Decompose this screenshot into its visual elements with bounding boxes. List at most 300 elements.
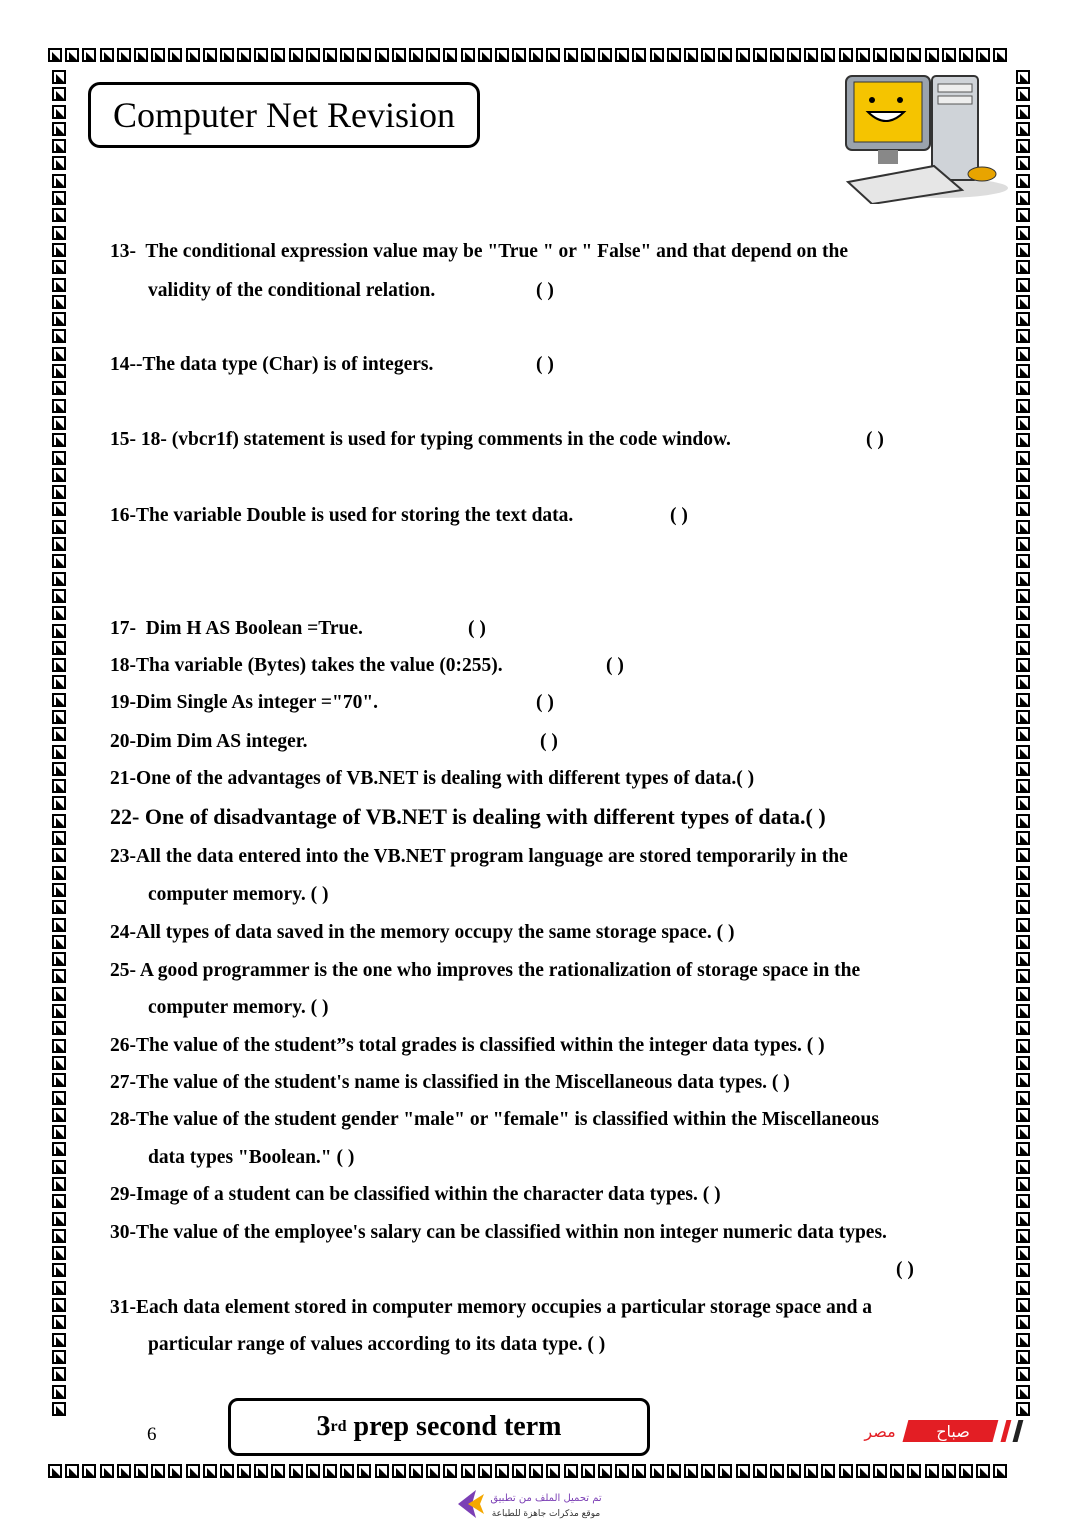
border-square [52, 1125, 66, 1139]
border-square [52, 537, 66, 551]
page-title-text: Computer Net Revision [113, 95, 455, 135]
question-23-cont: computer memory. ( ) [148, 884, 329, 905]
border-square [976, 48, 990, 62]
border-square [1016, 260, 1030, 274]
border-square [1016, 554, 1030, 568]
border-square [787, 1464, 801, 1478]
border-square [1016, 1142, 1030, 1156]
border-square [52, 208, 66, 222]
border-square [82, 48, 96, 62]
border-square [52, 468, 66, 482]
border-square [1016, 416, 1030, 430]
border-square [632, 48, 646, 62]
question-25-cont: computer memory. ( ) [148, 997, 329, 1018]
border-square [1016, 1004, 1030, 1018]
border-square [495, 1464, 509, 1478]
answer-blank-19[interactable]: ( ) [536, 692, 554, 713]
border-square [220, 1464, 234, 1478]
question-20: 20-Dim Dim AS integer. [110, 731, 308, 752]
question-17: 17- Dim H AS Boolean =True. [110, 618, 363, 639]
border-square [52, 260, 66, 274]
border-square [1016, 1160, 1030, 1174]
border-square [546, 1464, 560, 1478]
question-26: 26-The value of the student”s total grades is classified within the integer data types. ( ) [110, 1035, 825, 1056]
border-square [512, 1464, 526, 1478]
border-square [1016, 987, 1030, 1001]
border-square [581, 48, 595, 62]
question-13: 13- The conditional expression value may be "True " or " False" and that depend on the [110, 241, 848, 262]
border-square [564, 1464, 578, 1478]
border-square [1016, 1091, 1030, 1105]
border-square [203, 48, 217, 62]
border-square [718, 1464, 732, 1478]
question-31-cont: particular range of values according to its data type. ( ) [148, 1334, 606, 1355]
border-square [1016, 295, 1030, 309]
border-square [52, 779, 66, 793]
border-square [52, 952, 66, 966]
border-square [1016, 433, 1030, 447]
border-square [52, 814, 66, 828]
border-square [1016, 191, 1030, 205]
border-square [1016, 243, 1030, 257]
border-square [598, 48, 612, 62]
border-square [52, 485, 66, 499]
border-square [52, 969, 66, 983]
border-square [100, 1464, 114, 1478]
border-square [323, 1464, 337, 1478]
border-square [52, 710, 66, 724]
border-square [52, 1091, 66, 1105]
border-square [52, 1108, 66, 1122]
border-square [942, 1464, 956, 1478]
border-square [52, 796, 66, 810]
border-square [52, 226, 66, 240]
border-square [52, 1350, 66, 1364]
border-square [271, 1464, 285, 1478]
border-square [52, 278, 66, 292]
border-square [52, 900, 66, 914]
border-square [52, 1142, 66, 1156]
question-18: 18-Tha variable (Bytes) takes the value (0:255). [110, 655, 503, 676]
border-square [1016, 1315, 1030, 1329]
border-square [392, 1464, 406, 1478]
border-square [1016, 468, 1030, 482]
border-square [839, 48, 853, 62]
border-square [1016, 70, 1030, 84]
question-31: 31-Each data element stored in computer memory occupies a particular storage space and a [110, 1297, 873, 1318]
border-square [1016, 606, 1030, 620]
border-square [873, 1464, 887, 1478]
border-square [1016, 831, 1030, 845]
border-square [52, 1021, 66, 1035]
border-square [1016, 900, 1030, 914]
border-square [821, 1464, 835, 1478]
border-square [1016, 693, 1030, 707]
footer-grade-box [228, 1398, 650, 1456]
border-square [48, 48, 62, 62]
border-square [52, 1194, 66, 1208]
border-square [1016, 1039, 1030, 1053]
border-square [1016, 381, 1030, 395]
border-square [375, 1464, 389, 1478]
border-square [52, 364, 66, 378]
border-square [52, 451, 66, 465]
border-square [718, 48, 732, 62]
question-28: 28-The value of the student gender "male" or "female" is classified within the Miscellaneous [110, 1109, 879, 1130]
border-square [1016, 156, 1030, 170]
border-square [1016, 745, 1030, 759]
border-square [1016, 451, 1030, 465]
border-square [52, 1073, 66, 1087]
border-square [1016, 883, 1030, 897]
border-square [1016, 658, 1030, 672]
border-square [667, 48, 681, 62]
border-square [52, 1333, 66, 1347]
question-23: 23-All the data entered into the VB.NET program language are stored temporarily in the [110, 846, 848, 867]
border-square [52, 831, 66, 845]
border-square [52, 883, 66, 897]
border-square [1016, 1021, 1030, 1035]
border-square [52, 589, 66, 603]
question-28-cont: data types "Boolean." ( ) [148, 1147, 355, 1168]
border-square [65, 48, 79, 62]
border-square [478, 1464, 492, 1478]
border-square [787, 48, 801, 62]
border-square [52, 1367, 66, 1381]
border-square [684, 1464, 698, 1478]
border-square [1016, 1333, 1030, 1347]
border-square [1016, 1073, 1030, 1087]
question-16: 16-The variable Double is used for storing the text data. [110, 505, 574, 526]
border-square [1016, 1298, 1030, 1312]
border-square [186, 1464, 200, 1478]
border-square [52, 1298, 66, 1312]
question-13-cont: validity of the conditional relation. [148, 280, 436, 301]
border-square [52, 87, 66, 101]
border-square [890, 48, 904, 62]
border-square [186, 48, 200, 62]
question-21: 21-One of the advantages of VB.NET is dealing with different types of data.( ) [110, 768, 755, 789]
question-22: 22- One of disadvantage of VB.NET is dealing with different types of data.( ) [110, 804, 826, 829]
border-square [52, 935, 66, 949]
border-square [942, 48, 956, 62]
border-square [52, 347, 66, 361]
border-square [615, 48, 629, 62]
border-square [52, 139, 66, 153]
border-square [753, 1464, 767, 1478]
border-square [409, 1464, 423, 1478]
border-square [52, 191, 66, 205]
border-square [52, 1056, 66, 1070]
border-square [736, 48, 750, 62]
border-square [770, 1464, 784, 1478]
border-square [1016, 1367, 1030, 1381]
border-square [615, 1464, 629, 1478]
border-square [52, 1004, 66, 1018]
border-square [907, 48, 921, 62]
border-square [993, 1464, 1007, 1478]
border-square [52, 381, 66, 395]
border-square [52, 329, 66, 343]
border-square [306, 1464, 320, 1478]
border-square [598, 1464, 612, 1478]
question-19: 19-Dim Single As integer ="70". [110, 692, 379, 713]
border-square [770, 48, 784, 62]
border-square [1016, 485, 1030, 499]
border-square [684, 48, 698, 62]
border-square [1016, 1229, 1030, 1243]
border-square [52, 502, 66, 516]
border-square [529, 1464, 543, 1478]
border-square [1016, 312, 1030, 326]
border-square [52, 105, 66, 119]
border-square [1016, 226, 1030, 240]
border-square [134, 1464, 148, 1478]
border-square [52, 918, 66, 932]
border-square [1016, 1281, 1030, 1295]
border-square [1016, 918, 1030, 932]
border-square [306, 48, 320, 62]
border-square [52, 1263, 66, 1277]
answer-blank-17[interactable]: ( ) [468, 618, 486, 639]
border-square [632, 1464, 646, 1478]
border-square [357, 1464, 371, 1478]
decorative-border-right [1016, 70, 1030, 1416]
border-square [701, 48, 715, 62]
answer-blank-30[interactable]: ( ) [896, 1259, 914, 1280]
border-square [52, 243, 66, 257]
border-square [151, 48, 165, 62]
border-square [512, 48, 526, 62]
border-square [52, 1315, 66, 1329]
border-square [1016, 87, 1030, 101]
border-square [890, 1464, 904, 1478]
border-square [1016, 537, 1030, 551]
border-square [1016, 1212, 1030, 1226]
answer-blank-20[interactable]: ( ) [540, 731, 558, 752]
decorative-border-top [48, 48, 1007, 62]
border-square [821, 48, 835, 62]
border-square [52, 554, 66, 568]
border-square [1016, 572, 1030, 586]
border-square [426, 48, 440, 62]
border-square [237, 48, 251, 62]
border-square [1016, 1108, 1030, 1122]
border-square [804, 48, 818, 62]
border-square [52, 572, 66, 586]
border-square [134, 48, 148, 62]
border-square [1016, 779, 1030, 793]
border-square [1016, 1246, 1030, 1260]
border-square [976, 1464, 990, 1478]
border-square [52, 122, 66, 136]
border-square [1016, 364, 1030, 378]
border-square [52, 745, 66, 759]
border-square [168, 48, 182, 62]
border-square [254, 48, 268, 62]
border-square [52, 727, 66, 741]
border-square [52, 156, 66, 170]
border-square [52, 520, 66, 534]
border-square [1016, 675, 1030, 689]
border-square [65, 1464, 79, 1478]
border-square [52, 295, 66, 309]
border-square [117, 48, 131, 62]
border-square [993, 48, 1007, 62]
border-square [581, 1464, 595, 1478]
question-29: 29-Image of a student can be classified within the character data types. ( ) [110, 1184, 721, 1205]
svg-text:صباح: صباح [936, 1422, 970, 1441]
border-square [495, 48, 509, 62]
border-square [667, 1464, 681, 1478]
border-square [52, 866, 66, 880]
answer-blank-15[interactable]: ( ) [866, 429, 884, 450]
answer-blank-14[interactable]: ( ) [536, 354, 554, 375]
border-square [323, 48, 337, 62]
question-24: 24-All types of data saved in the memory occupy the same storage space. ( ) [110, 922, 735, 943]
border-square [443, 1464, 457, 1478]
border-square [650, 1464, 664, 1478]
border-square [151, 1464, 165, 1478]
border-square [856, 48, 870, 62]
grade-text: prep second term [346, 1411, 562, 1442]
border-square [1016, 122, 1030, 136]
border-square [357, 48, 371, 62]
brand-logo [858, 1414, 1034, 1448]
border-square [753, 48, 767, 62]
border-square [461, 48, 475, 62]
border-square [736, 1464, 750, 1478]
border-square [1016, 399, 1030, 413]
border-square [340, 48, 354, 62]
border-square [839, 1464, 853, 1478]
border-square [1016, 1177, 1030, 1191]
grade-suffix: rd [330, 1418, 347, 1435]
grade-number: 3 [316, 1411, 331, 1442]
border-square [52, 1212, 66, 1226]
border-square [564, 48, 578, 62]
border-square [52, 416, 66, 430]
border-square [1016, 762, 1030, 776]
border-square [203, 1464, 217, 1478]
border-square [52, 174, 66, 188]
decorative-border-bottom [48, 1464, 1007, 1478]
border-square [375, 48, 389, 62]
border-square [701, 1464, 715, 1478]
border-square [1016, 969, 1030, 983]
border-square [289, 1464, 303, 1478]
border-square [1016, 1125, 1030, 1139]
border-square [1016, 329, 1030, 343]
border-square [1016, 866, 1030, 880]
border-square [52, 624, 66, 638]
border-square [82, 1464, 96, 1478]
border-square [1016, 796, 1030, 810]
page-title [88, 82, 480, 148]
border-square [340, 1464, 354, 1478]
border-square [1016, 208, 1030, 222]
question-15: 15- 18- (vbcr1f) statement is used for typing comments in the code window. [110, 429, 731, 450]
border-square [254, 1464, 268, 1478]
border-square [52, 399, 66, 413]
answer-blank-13[interactable]: ( ) [536, 280, 554, 301]
border-square [529, 48, 543, 62]
border-square [117, 1464, 131, 1478]
border-square [52, 1229, 66, 1243]
border-square [873, 48, 887, 62]
border-square [220, 48, 234, 62]
border-square [1016, 502, 1030, 516]
border-square [907, 1464, 921, 1478]
border-square [52, 433, 66, 447]
decorative-border-left [52, 70, 66, 1416]
border-square [1016, 520, 1030, 534]
border-square [1016, 1385, 1030, 1399]
border-square [1016, 624, 1030, 638]
border-square [1016, 814, 1030, 828]
border-square [1016, 589, 1030, 603]
border-square [1016, 1263, 1030, 1277]
question-14: 14--The data type (Char) is of integers. [110, 354, 434, 375]
app-logo-line2: موقع مذكرات جاهزة للطباعة [491, 1509, 601, 1519]
question-27: 27-The value of the student's name is classified in the Miscellaneous data types. ( ) [110, 1072, 790, 1093]
border-square [52, 1177, 66, 1191]
border-square [1016, 1056, 1030, 1070]
border-square [52, 1281, 66, 1295]
border-square [237, 1464, 251, 1478]
question-30: 30-The value of the employee's salary can be classified within non integer numeric data types. [110, 1222, 887, 1243]
question-25: 25- A good programmer is the one who improves the rationalization of storage space in the [110, 960, 861, 981]
border-square [52, 675, 66, 689]
border-square [804, 1464, 818, 1478]
border-square [1016, 952, 1030, 966]
border-square [1016, 848, 1030, 862]
svg-text:مصر: مصر [864, 1422, 896, 1441]
border-square [52, 312, 66, 326]
app-logo [456, 1486, 606, 1522]
border-square [52, 1402, 66, 1416]
border-square [925, 48, 939, 62]
border-square [461, 1464, 475, 1478]
border-square [1016, 139, 1030, 153]
border-square [959, 1464, 973, 1478]
border-square [52, 1039, 66, 1053]
border-square [392, 48, 406, 62]
answer-blank-16[interactable]: ( ) [670, 505, 688, 526]
border-square [100, 48, 114, 62]
border-square [52, 987, 66, 1001]
border-square [546, 48, 560, 62]
border-square [52, 658, 66, 672]
border-square [52, 1385, 66, 1399]
border-square [959, 48, 973, 62]
border-square [856, 1464, 870, 1478]
answer-blank-18[interactable]: ( ) [606, 655, 624, 676]
border-square [650, 48, 664, 62]
border-square [168, 1464, 182, 1478]
page-number: 6 [147, 1424, 157, 1445]
border-square [426, 1464, 440, 1478]
border-square [1016, 347, 1030, 361]
border-square [443, 48, 457, 62]
border-square [52, 693, 66, 707]
computer-illustration [838, 70, 1014, 204]
border-square [52, 848, 66, 862]
border-square [52, 606, 66, 620]
border-square [52, 762, 66, 776]
border-square [409, 48, 423, 62]
border-square [48, 1464, 62, 1478]
